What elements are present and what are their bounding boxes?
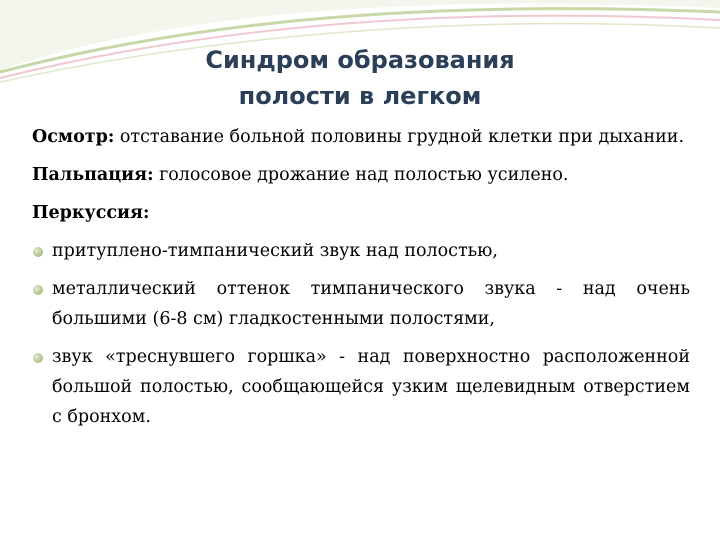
slide-body [32,122,690,440]
bullet-icon [33,353,43,363]
osmotr-paragraph [32,122,690,152]
percussion-list [32,236,690,432]
osmotr-text: отставание больной половины грудной клетки при дыхании. [114,127,685,147]
title-line-2: полости в легком [238,82,482,110]
palpation-paragraph [32,160,690,190]
percussion-label: Перкуссия: [32,203,150,223]
slide-title [0,42,720,114]
bullet-icon [33,285,43,295]
list-item [32,274,690,334]
list-item [32,342,690,432]
bullet-text: металлический оттенок тимпанического звука - над очень большими (6-8 см) гладкостенными полостями, [52,279,690,329]
title-line-1: Синдром образования [205,46,515,74]
palpation-label: Пальпация: [32,165,154,185]
percussion-paragraph [32,198,690,228]
bullet-text: звук «треснувшего горшка» - над поверхностно расположенной большой полостью, сообщающейся узким щелевидным отверстием с бронхом. [52,347,690,427]
bullet-text: притуплено-тимпанический звук над полостью, [52,241,498,261]
list-item [32,236,690,266]
bullet-icon [33,247,43,257]
palpation-text: голосовое дрожание над полостью усилено. [153,165,569,185]
osmotr-label: Осмотр: [32,127,115,147]
